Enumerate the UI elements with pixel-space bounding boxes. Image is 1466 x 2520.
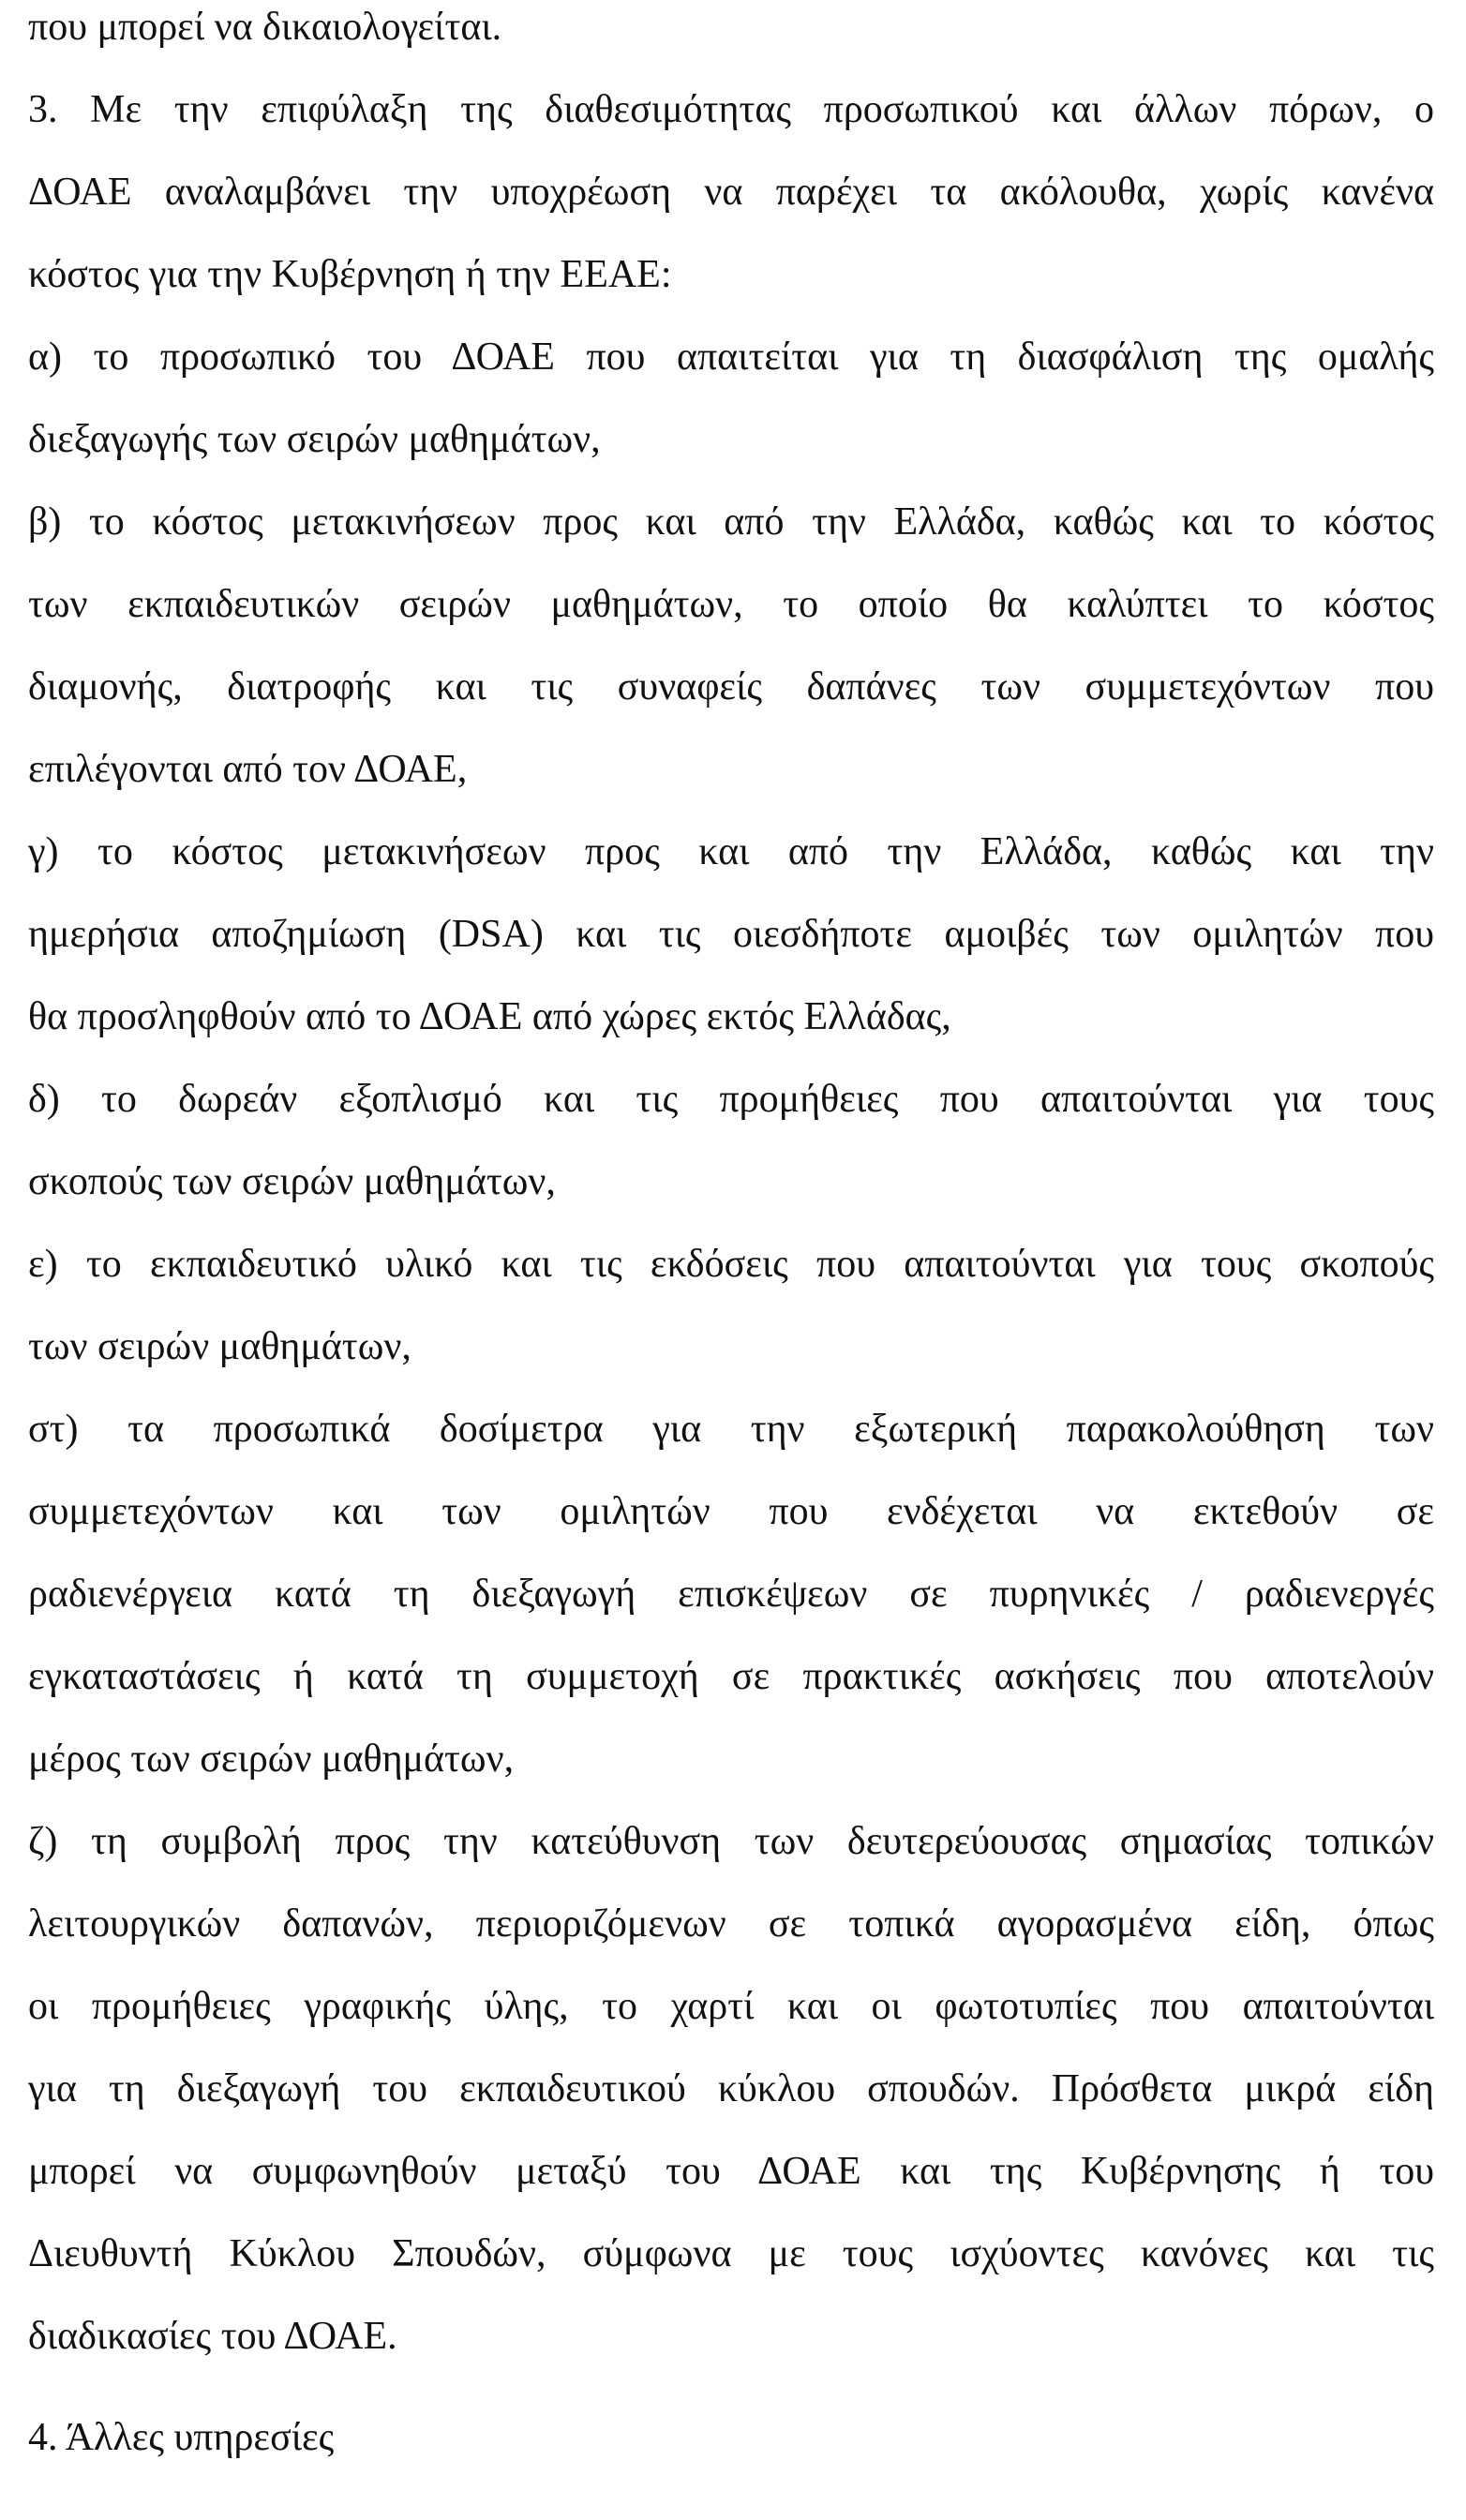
text-line: 3. Με την επιφύλαξη της διαθεσιμότητας προσωπικού και άλλων πόρων, ο [28,88,1434,131]
text-line: των εκπαιδευτικών σειρών μαθημάτων, το οποίο θα καλύπτει το κόστος [28,583,1434,626]
text-line: στ) τα προσωπικά δοσίμετρα για την εξωτερική παρακολούθηση των [28,1408,1434,1451]
text-line: ζ) τη συμβολή προς την κατεύθυνση των δευτερεύουσας σημασίας τοπικών [28,1820,1434,1863]
text-line: κόστος για την Κυβέρνηση ή την ΕΕΑΕ: [28,253,672,296]
text-line: για τη διεξαγωγή του εκπαιδευτικού κύκλου σπουδών. Πρόσθετα μικρά είδη [28,2067,1434,2110]
text-line: διαδικασίες του ΔΟΑΕ. [28,2315,397,2358]
text-line: μέρος των σειρών μαθημάτων, [28,1737,515,1781]
text-line: ημερήσια αποζημίωση (DSA) και τις οιεσδήποτε αμοιβές των ομιλητών που [28,913,1434,956]
text-line: εγκαταστάσεις ή κατά τη συμμετοχή σε πρακτικές ασκήσεις που αποτελούν [28,1655,1434,1698]
text-line: οι προμήθειες γραφικής ύλης, το χαρτί και οι φωτοτυπίες που απαιτούνται [28,1985,1434,2028]
text-line: λειτουργικών δαπανών, περιοριζόμενων σε τοπικά αγορασμένα είδη, όπως [28,1902,1434,1946]
text-line: β) το κόστος μετακινήσεων προς και από την Ελλάδα, καθώς και το κόστος [28,500,1434,544]
text-line: των σειρών μαθημάτων, [28,1325,411,1368]
text-line: μπορεί να συμφωνηθούν μεταξύ του ΔΟΑΕ και της Κυβέρνησης ή του [28,2150,1434,2193]
text-line: συμμετεχόντων και των ομιλητών που ενδέχεται να εκτεθούν σε [28,1490,1434,1533]
text-line: διεξαγωγής των σειρών μαθημάτων, [28,418,601,461]
document-page [28,0,1434,2520]
text-line: δ) το δωρεάν εξοπλισμό και τις προμήθειες που απαιτούνται για τους [28,1078,1434,1121]
text-line: επιλέγονται από τον ΔΟΑΕ, [28,748,468,791]
text-line: σκοπούς των σειρών μαθημάτων, [28,1160,556,1203]
text-line: γ) το κόστος μετακινήσεων προς και από την Ελλάδα, καθώς και την [28,830,1434,873]
section-heading: 4. Άλλες υπηρεσίες [28,2416,335,2459]
text-line: που μπορεί να δικαιολογείται. [28,6,502,49]
text-line: ραδιενέργεια κατά τη διεξαγωγή επισκέψεων σε πυρηνικές / ραδιενεργές [28,1573,1434,1616]
text-line: Διευθυντή Κύκλου Σπουδών, σύμφωνα με τους ισχύοντες κανόνες και τις [28,2232,1434,2275]
text-line: ΔΟΑΕ αναλαμβάνει την υποχρέωση να παρέχει τα ακόλουθα, χωρίς κανένα [28,171,1434,214]
text-line: ε) το εκπαιδευτικό υλικό και τις εκδόσεις που απαιτούνται για τους σκοπούς [28,1243,1434,1286]
text-line: διαμονής, διατροφής και τις συναφείς δαπάνες των συμμετεχόντων που [28,665,1434,708]
text-line: α) το προσωπικό του ΔΟΑΕ που απαιτείται για τη διασφάλιση της ομαλής [28,336,1434,379]
text-line: θα προσληφθούν από το ΔΟΑΕ από χώρες εκτός Ελλάδας, [28,995,951,1038]
